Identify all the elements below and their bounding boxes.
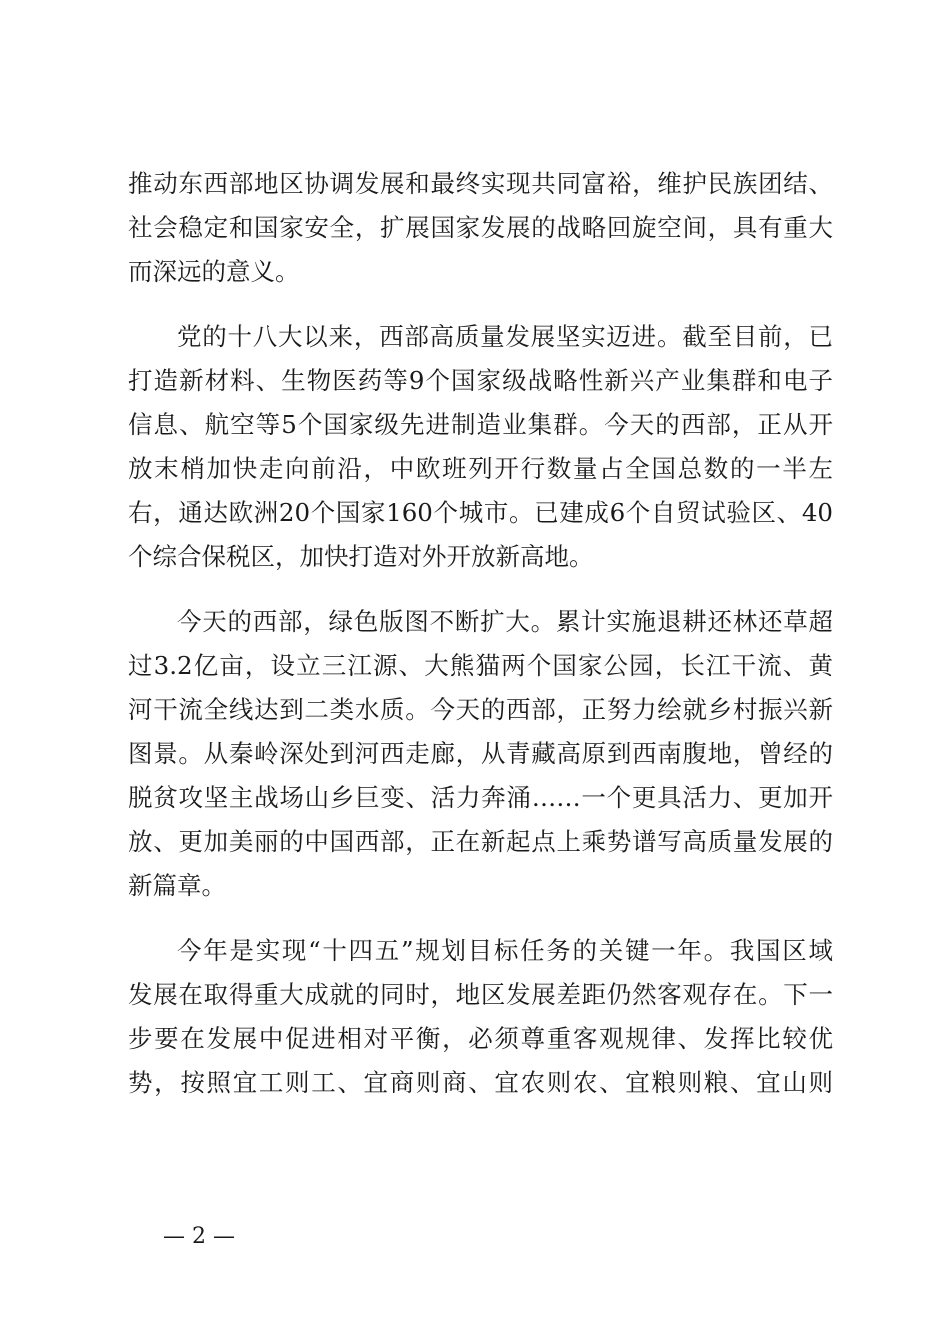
text-line: 放、更加美丽的中国西部，正在新起点上乘势谱写高质量发展的	[128, 827, 833, 856]
text-line: 图景。从秦岭深处到河西走廊，从青藏高原到西南腹地，曾经的	[128, 739, 833, 768]
text-line: 推动东西部地区协调发展和最终实现共同富裕，维护民族团结、	[128, 169, 833, 198]
paragraph-2	[128, 315, 833, 579]
text-line: 放末梢加快走向前沿，中欧班列开行数量占全国总数的一半左	[128, 454, 833, 483]
text-line: 河干流全线达到二类水质。今天的西部，正努力绘就乡村振兴新	[128, 695, 833, 724]
text-line: 今天的西部，绿色版图不断扩大。累计实施退耕还林还草超	[177, 607, 833, 636]
text-line: 发展在取得重大成就的同时，地区发展差距仍然客观存在。下一	[128, 980, 833, 1009]
text-line: 社会稳定和国家安全，扩展国家发展的战略回旋空间，具有重大	[128, 213, 833, 242]
text-line: 步要在发展中促进相对平衡，必须尊重客观规律、发挥比较优	[128, 1024, 833, 1053]
document-body	[128, 162, 833, 1105]
page-number: — 2 —	[163, 1224, 235, 1249]
text-line: 今年是实现“十四五”规划目标任务的关键一年。我国区域	[177, 936, 833, 965]
text-line: 势，按照宜工则工、宜商则商、宜农则农、宜粮则粮、宜山则	[128, 1068, 833, 1097]
text-line: 信息、航空等5个国家级先进制造业集群。今天的西部，正从开	[128, 410, 833, 439]
paragraph-1	[128, 162, 833, 294]
text-line: 过3.2亿亩，设立三江源、大熊猫两个国家公园，长江干流、黄	[128, 651, 833, 680]
text-line: 右，通达欧洲20个国家160个城市。已建成6个自贸试验区、40	[128, 498, 833, 527]
text-line: 而深远的意义。	[128, 257, 300, 286]
text-line: 个综合保税区，加快打造对外开放新高地。	[128, 542, 594, 571]
paragraph-3	[128, 600, 833, 908]
text-line: 党的十八大以来，西部高质量发展坚实迈进。截至目前，已	[177, 322, 833, 351]
text-line: 脱贫攻坚主战场山乡巨变、活力奔涌……一个更具活力、更加开	[128, 783, 833, 812]
paragraph-4	[128, 929, 833, 1105]
text-line: 新篇章。	[128, 871, 226, 900]
text-line: 打造新材料、生物医药等9个国家级战略性新兴产业集群和电子	[128, 366, 833, 395]
